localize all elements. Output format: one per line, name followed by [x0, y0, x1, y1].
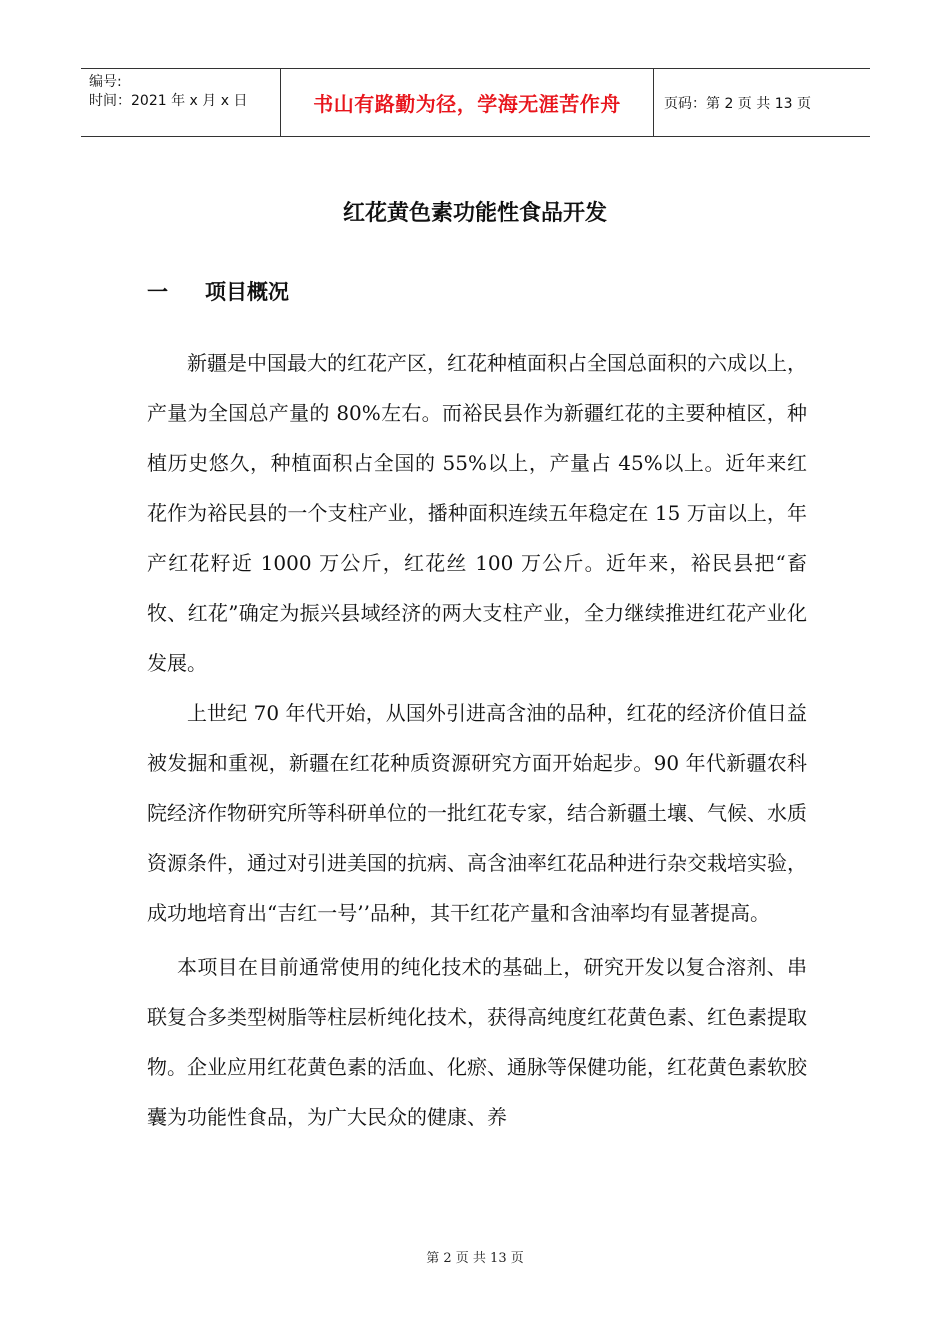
section-heading: [147, 276, 289, 306]
section-number: 一: [147, 280, 168, 304]
time-label: 时间：2021 年 x 月 x 日: [89, 93, 248, 109]
header-motto: 书山有路勤为径，学海无涯苦作舟: [281, 69, 654, 136]
page-footer: 第 2 页 共 13 页: [426, 1251, 524, 1266]
paragraph: 本项目在目前通常使用的纯化技术的基础上，研究开发以复合溶剂、串联复合多类型树脂等柱层析纯化技术，获得高纯度红花黄色素、红色素提取物。企业应用红花黄色素的活血、化瘀、通脉等保健功能，红花黄色素软胶囊为功能性食品，为广大民众的健康、养: [147, 955, 807, 1129]
page-header: [81, 68, 870, 137]
document-title: 红花黄色素功能性食品开发: [342, 201, 607, 226]
paragraph: 新疆是中国最大的红花产区，红花种植面积占全国总面积的六成以上，产量为全国总产量的 80%左右。而裕民县作为新疆红花的主要种植区，种植历史悠久，种植面积占全国的 55%以上，产量占 45%以上。近年来红花作为裕民县的一个支柱产业，播种面积连续五年稳定在 15 万亩以上，年产红花籽近 1000 万公斤，红花丝 100 万公斤。近年来，裕民县把“畜牧、红花”确定为振兴县域经济的两大支柱产业，全力继续推进红花产业化发展。: [147, 351, 807, 675]
header-page-info: 页码：第 2 页 共 13 页: [664, 95, 811, 112]
header-meta: [81, 69, 281, 136]
section-title: 项目概况: [205, 280, 289, 304]
body-text: [147, 338, 807, 1142]
number-label: 编号:: [89, 74, 122, 90]
paragraph: 上世纪 70 年代开始，从国外引进高含油的品种，红花的经济价值日益被发掘和重视，新疆在红花种质资源研究方面开始起步。90 年代新疆农科院经济作物研究所等科研单位的一批红花专家，结合新疆土壤、气候、水质资源条件，通过对引进美国的抗病、高含油率红花品种进行杂交栽培实验，成功地培育出“吉红一号’’品种，其干红花产量和含油率均有显著提高。: [147, 701, 807, 925]
